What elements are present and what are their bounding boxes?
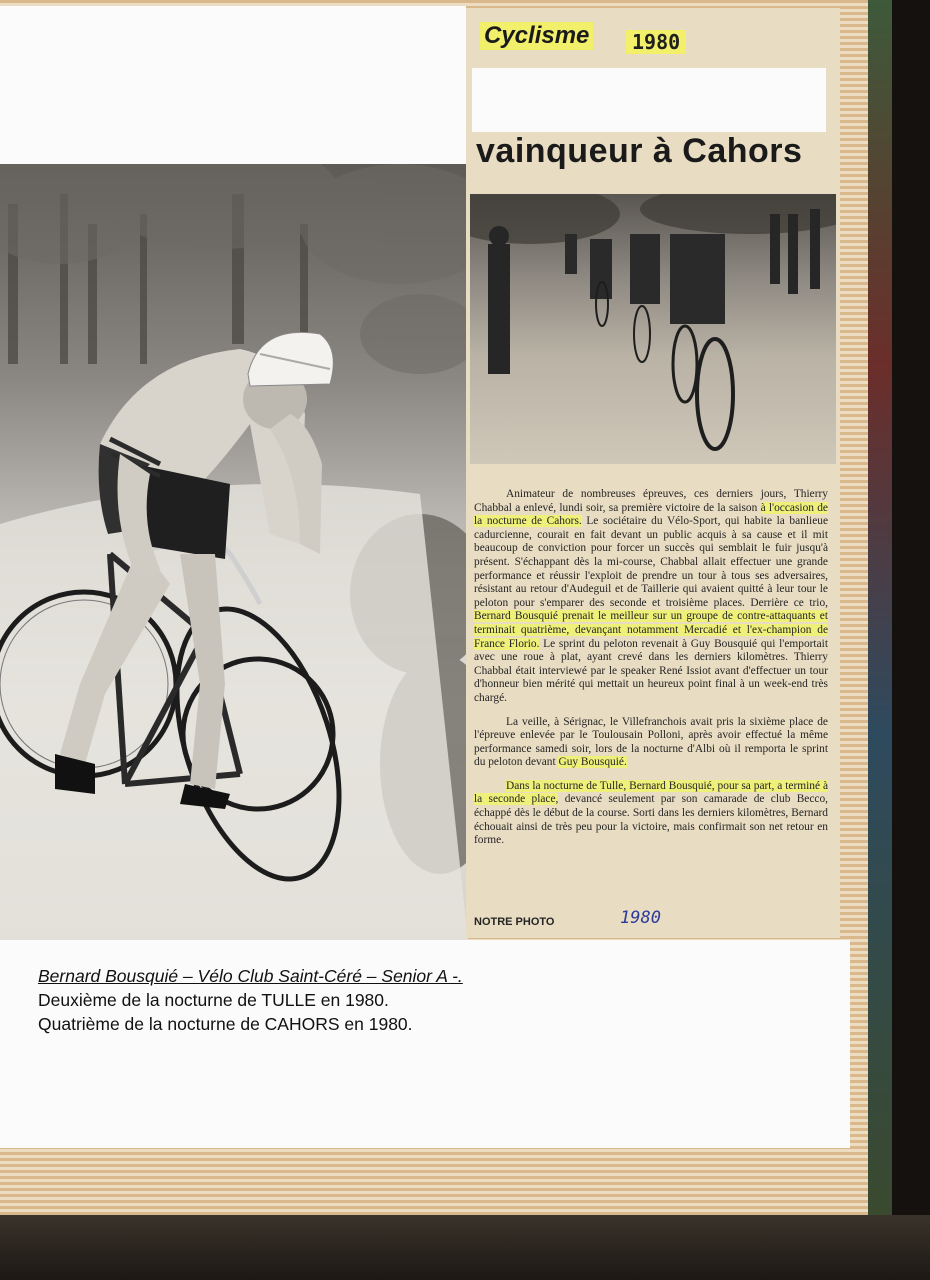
background-bottom: [0, 1215, 930, 1280]
handwritten-year-bottom: 1980: [620, 908, 661, 928]
caption-line-1: Bernard Bousquié – Vélo Club Saint-Céré – Senior A -.: [38, 966, 463, 986]
race-photo: [470, 194, 836, 464]
caption-label: [0, 940, 850, 1148]
caption-line-3: Quatrième de la nocturne de CAHORS en 1980.: [38, 1014, 413, 1034]
binder-spine: [868, 0, 892, 1222]
article-body: [474, 488, 828, 858]
newspaper-clipping: [466, 8, 840, 938]
caption-line-2: Deuxième de la nocturne de TULLE en 1980.: [38, 990, 389, 1010]
cyclist-photo: [0, 164, 468, 940]
headline: vainqueur à Cahors: [476, 132, 803, 170]
article-paragraph-2: La veille, à Sérignac, le Villefranchois avait pris la sixième place de l'épreuve enlevée par le Toulousain Polloni, après avoir effectué la même performance samedi soir, lors de la nocturne d'Albi où il remporta le sprint du peloton devant Guy Bousquié.: [474, 715, 828, 769]
article-paragraph-1: Animateur de nombreuses épreuves, ces derniers jours, Thierry Chabbal a enlevé, lundi soir, sa première victoire de la saison à l'occasion de la nocturne de Cahors. Le sociétaire du Vélo-Sport, qui habite la banlieue cadurcienne, courait en fait devant un public acquis à sa cause et il mit beaucoup de conviction pour forcer un succès qui semblait le fuir jusqu'à présent. S'échappant dès la mi-course, Chabbal allait effectuer une grande performance et réussir l'exploit de prendre un tour à tous ses adversaires, résistant au retour d'Audeguil et de Taillerie qui avaient quitté à leur tour le peloton pour s'emparer des seconde et troisième places. Derrière ce trio, Bernard Bousquié prenait le meilleur sur un groupe de contre-attaquants et terminait quatrième, devançant notamment Mercadié et l'ex-champion de France Florio. Le sprint du peloton revenait à Guy Bousquié qui l'emportait avec une roue à plat, ayant crevé dans les derniers kilomètres. Thierry Chabbal était interviewé par le speaker René Issiot avant d'effectuer un tour d'honneur bien mérité qui mettait un heureux point final à un week-end très chargé.: [474, 488, 828, 704]
blank-label-top: [0, 6, 466, 166]
article-paragraph-3: Dans la nocturne de Tulle, Bernard Bousquié, pour sa part, a terminé à la seconde place, devancé seulement par son camarade de club Becco, échappé dès le début de la course. Sorti dans les derniers kilomètres, Bernard échouait ainsi de très peu pour la victoire, mais confirmait son net retour en forme.: [474, 779, 829, 847]
section-label: Cyclisme: [480, 22, 593, 50]
handwritten-year: 1980: [626, 30, 686, 54]
blank-label-clipping: [472, 68, 826, 132]
photo-credit: NOTRE PHOTO: [474, 916, 555, 928]
background-edge: [892, 0, 930, 1280]
cyclist-illustration: [0, 164, 468, 940]
race-illustration: [470, 194, 836, 464]
